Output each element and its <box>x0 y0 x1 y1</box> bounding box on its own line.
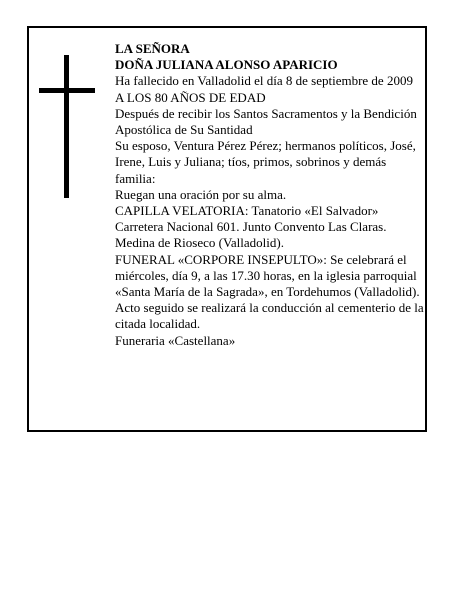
latin-cross-icon <box>37 55 97 200</box>
prayer-request: Ruegan una oración por su alma. <box>115 186 287 202</box>
death-announcement: Ha fallecido en Valladolid el día 8 de septiembre de 2009 <box>115 73 413 89</box>
cross-vertical-bar <box>64 55 69 198</box>
obituary-notice <box>27 26 427 432</box>
funeral-info: FUNERAL «CORPORE INSEPULTO»: Se celebrará el miércoles, día 9, a las 17.30 horas, en la iglesia parroquial «Santa María de la Sagrada», en Tordehumos (Valladolid). Acto seguido se realizará la conducción al cementerio de la citada localidad. <box>115 251 424 332</box>
sacraments-line: Después de recibir los Santos Sacramentos y la Bendición Apostólica de Su Santidad <box>115 105 417 138</box>
honorific-title: LA SEÑORA <box>115 41 190 56</box>
age-line: A LOS 80 AÑOS DE EDAD <box>115 89 266 105</box>
chapel-info: CAPILLA VELATORIA: Tanatorio «El Salvador» Carretera Nacional 601. Junto Convento Las Claras. Medina de Rioseco (Valladolid). <box>115 203 387 251</box>
obituary-text <box>115 41 425 349</box>
funeral-home: Funeraria «Castellana» <box>115 332 236 348</box>
cross-horizontal-bar <box>39 88 95 93</box>
deceased-name: DOÑA JULIANA ALONSO APARICIO <box>115 57 338 73</box>
family-line: Su esposo, Ventura Pérez Pérez; hermanos políticos, José, Irene, Luis y Juliana; tíos, primos, sobrinos y demás familia: <box>115 138 416 186</box>
